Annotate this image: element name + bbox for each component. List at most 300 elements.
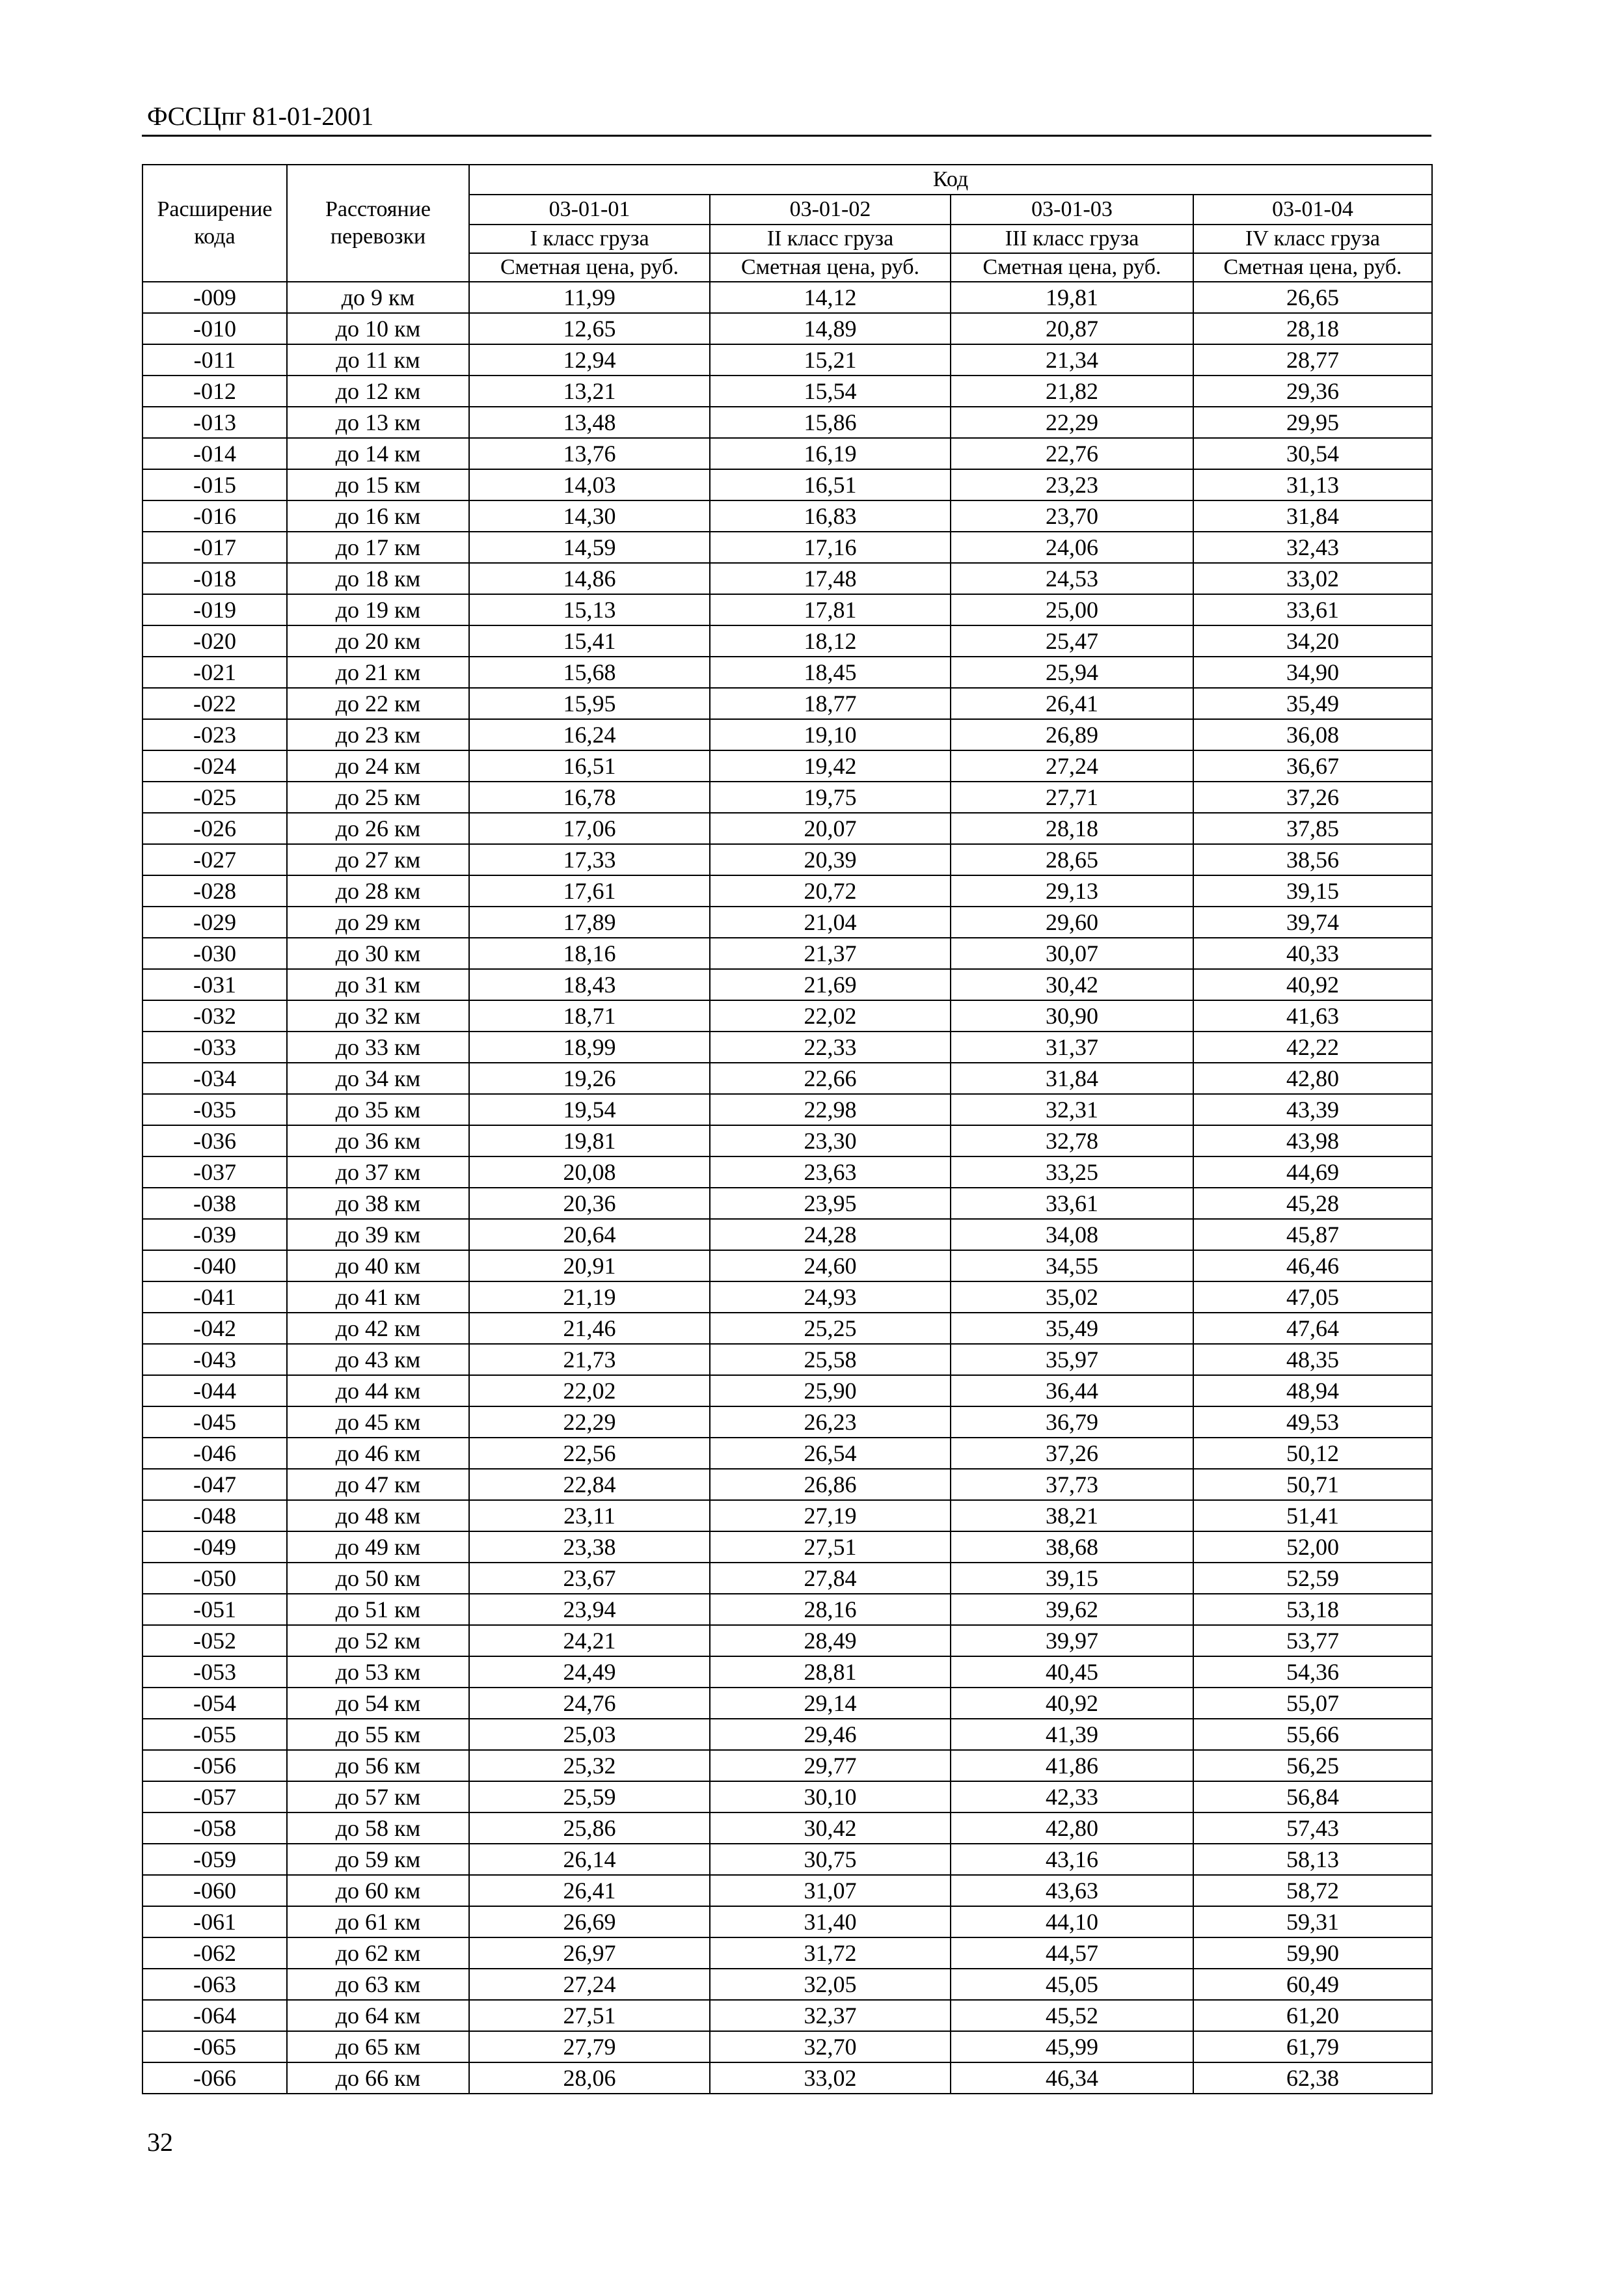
price-cell-class-1: 14,30 (469, 500, 710, 532)
price-cell-class-3: 26,41 (951, 688, 1193, 719)
distance-cell: до 17 км (287, 532, 469, 563)
price-cell-class-2: 23,95 (710, 1188, 951, 1219)
price-cell-class-2: 30,10 (710, 1781, 951, 1812)
price-cell-class-3: 30,07 (951, 938, 1193, 969)
price-cell-class-3: 40,45 (951, 1656, 1193, 1688)
price-cell-class-4: 51,41 (1193, 1500, 1432, 1531)
price-cell-class-1: 23,11 (469, 1500, 710, 1531)
header-class-1: I класс груза (469, 225, 710, 253)
distance-cell: до 26 км (287, 813, 469, 844)
price-cell-class-1: 13,76 (469, 438, 710, 469)
price-cell-class-3: 43,63 (951, 1875, 1193, 1906)
price-cell-class-1: 22,29 (469, 1406, 710, 1438)
table-row (142, 907, 1432, 938)
table-row (142, 1531, 1432, 1563)
table-row (142, 1125, 1432, 1156)
price-cell-class-4: 52,59 (1193, 1563, 1432, 1594)
price-cell-class-4: 44,69 (1193, 1156, 1432, 1188)
header-price-3: Сметная цена, руб. (951, 253, 1193, 282)
extension-cell: -066 (142, 2062, 287, 2094)
extension-cell: -016 (142, 500, 287, 532)
table-row (142, 282, 1432, 313)
price-cell-class-2: 27,84 (710, 1563, 951, 1594)
price-cell-class-4: 30,54 (1193, 438, 1432, 469)
distance-cell: до 12 км (287, 376, 469, 407)
price-cell-class-2: 18,45 (710, 657, 951, 688)
price-cell-class-1: 11,99 (469, 282, 710, 313)
price-cell-class-4: 61,20 (1193, 2000, 1432, 2031)
price-cell-class-2: 25,90 (710, 1375, 951, 1406)
distance-cell: до 52 км (287, 1625, 469, 1656)
distance-cell: до 18 км (287, 563, 469, 594)
extension-cell: -047 (142, 1469, 287, 1500)
price-cell-class-1: 17,61 (469, 875, 710, 907)
price-cell-class-2: 32,05 (710, 1969, 951, 2000)
header-code: Код (469, 165, 1432, 195)
table-row (142, 1469, 1432, 1500)
price-cell-class-3: 41,86 (951, 1750, 1193, 1781)
price-cell-class-1: 12,65 (469, 313, 710, 344)
price-cell-class-3: 39,15 (951, 1563, 1193, 1594)
price-cell-class-4: 43,98 (1193, 1125, 1432, 1156)
price-cell-class-1: 27,79 (469, 2031, 710, 2062)
table-row (142, 1906, 1432, 1937)
extension-cell: -046 (142, 1438, 287, 1469)
price-cell-class-1: 24,76 (469, 1688, 710, 1719)
table-row (142, 719, 1432, 750)
header-code-4: 03-01-04 (1193, 195, 1432, 225)
rate-table (142, 164, 1433, 2094)
price-cell-class-4: 59,90 (1193, 1937, 1432, 1969)
price-cell-class-1: 17,33 (469, 844, 710, 875)
price-cell-class-1: 26,41 (469, 1875, 710, 1906)
price-cell-class-1: 22,02 (469, 1375, 710, 1406)
extension-cell: -026 (142, 813, 287, 844)
extension-cell: -025 (142, 782, 287, 813)
price-cell-class-2: 25,58 (710, 1344, 951, 1375)
price-cell-class-4: 53,18 (1193, 1594, 1432, 1625)
price-cell-class-3: 30,42 (951, 969, 1193, 1000)
price-cell-class-3: 28,65 (951, 844, 1193, 875)
extension-cell: -061 (142, 1906, 287, 1937)
price-cell-class-2: 18,77 (710, 688, 951, 719)
table-row (142, 594, 1432, 625)
price-cell-class-4: 58,72 (1193, 1875, 1432, 1906)
distance-cell: до 53 км (287, 1656, 469, 1688)
price-cell-class-2: 30,42 (710, 1812, 951, 1844)
table-row (142, 1969, 1432, 2000)
table-body (142, 282, 1432, 2094)
distance-cell: до 41 км (287, 1281, 469, 1313)
price-cell-class-2: 22,98 (710, 1094, 951, 1125)
table-row (142, 1156, 1432, 1188)
price-cell-class-4: 41,63 (1193, 1000, 1432, 1032)
document-title: ФССЦпг 81-01-2001 (147, 102, 374, 131)
price-cell-class-4: 57,43 (1193, 1812, 1432, 1844)
price-cell-class-4: 55,07 (1193, 1688, 1432, 1719)
price-cell-class-1: 13,21 (469, 376, 710, 407)
price-cell-class-1: 24,21 (469, 1625, 710, 1656)
header-extension: Расширение кода (142, 165, 287, 282)
price-cell-class-4: 55,66 (1193, 1719, 1432, 1750)
price-cell-class-2: 26,23 (710, 1406, 951, 1438)
table-row (142, 1719, 1432, 1750)
price-cell-class-3: 24,06 (951, 532, 1193, 563)
price-cell-class-3: 43,16 (951, 1844, 1193, 1875)
price-cell-class-3: 23,23 (951, 469, 1193, 500)
extension-cell: -052 (142, 1625, 287, 1656)
price-cell-class-4: 42,22 (1193, 1032, 1432, 1063)
distance-cell: до 65 км (287, 2031, 469, 2062)
price-cell-class-3: 39,62 (951, 1594, 1193, 1625)
price-cell-class-4: 28,18 (1193, 313, 1432, 344)
distance-cell: до 13 км (287, 407, 469, 438)
distance-cell: до 51 км (287, 1594, 469, 1625)
price-cell-class-2: 24,93 (710, 1281, 951, 1313)
extension-cell: -049 (142, 1531, 287, 1563)
price-cell-class-4: 36,67 (1193, 750, 1432, 782)
price-cell-class-1: 16,51 (469, 750, 710, 782)
price-cell-class-2: 21,69 (710, 969, 951, 1000)
price-cell-class-4: 42,80 (1193, 1063, 1432, 1094)
price-cell-class-2: 22,66 (710, 1063, 951, 1094)
extension-cell: -011 (142, 344, 287, 376)
price-cell-class-2: 28,16 (710, 1594, 951, 1625)
distance-cell: до 31 км (287, 969, 469, 1000)
distance-cell: до 45 км (287, 1406, 469, 1438)
price-cell-class-3: 25,00 (951, 594, 1193, 625)
table-row (142, 1000, 1432, 1032)
extension-cell: -020 (142, 625, 287, 657)
price-cell-class-2: 20,39 (710, 844, 951, 875)
extension-cell: -033 (142, 1032, 287, 1063)
price-cell-class-3: 28,18 (951, 813, 1193, 844)
extension-cell: -037 (142, 1156, 287, 1188)
price-cell-class-2: 15,54 (710, 376, 951, 407)
table-row (142, 782, 1432, 813)
price-cell-class-1: 25,03 (469, 1719, 710, 1750)
table-row (142, 2000, 1432, 2031)
distance-cell: до 39 км (287, 1219, 469, 1250)
price-cell-class-2: 32,70 (710, 2031, 951, 2062)
price-cell-class-2: 20,72 (710, 875, 951, 907)
distance-cell: до 47 км (287, 1469, 469, 1500)
price-cell-class-3: 35,97 (951, 1344, 1193, 1375)
price-cell-class-1: 21,19 (469, 1281, 710, 1313)
table-header (142, 165, 1432, 282)
price-cell-class-2: 15,21 (710, 344, 951, 376)
extension-cell: -050 (142, 1563, 287, 1594)
distance-cell: до 54 км (287, 1688, 469, 1719)
price-cell-class-4: 47,05 (1193, 1281, 1432, 1313)
price-cell-class-1: 18,43 (469, 969, 710, 1000)
extension-cell: -058 (142, 1812, 287, 1844)
distance-cell: до 64 км (287, 2000, 469, 2031)
price-cell-class-3: 36,79 (951, 1406, 1193, 1438)
price-cell-class-3: 35,49 (951, 1313, 1193, 1344)
header-class-4: IV класс груза (1193, 225, 1432, 253)
extension-cell: -063 (142, 1969, 287, 2000)
extension-cell: -023 (142, 719, 287, 750)
distance-cell: до 35 км (287, 1094, 469, 1125)
price-cell-class-3: 36,44 (951, 1375, 1193, 1406)
price-cell-class-3: 37,73 (951, 1469, 1193, 1500)
price-cell-class-2: 14,12 (710, 282, 951, 313)
table-row (142, 688, 1432, 719)
price-cell-class-3: 30,90 (951, 1000, 1193, 1032)
price-cell-class-2: 16,51 (710, 469, 951, 500)
price-cell-class-3: 33,61 (951, 1188, 1193, 1219)
extension-cell: -022 (142, 688, 287, 719)
header-price-4: Сметная цена, руб. (1193, 253, 1432, 282)
price-cell-class-4: 38,56 (1193, 844, 1432, 875)
price-cell-class-3: 25,47 (951, 625, 1193, 657)
price-cell-class-4: 49,53 (1193, 1406, 1432, 1438)
price-cell-class-1: 18,71 (469, 1000, 710, 1032)
table-row (142, 1937, 1432, 1969)
distance-cell: до 46 км (287, 1438, 469, 1469)
price-cell-class-3: 25,94 (951, 657, 1193, 688)
extension-cell: -014 (142, 438, 287, 469)
price-cell-class-4: 29,36 (1193, 376, 1432, 407)
price-cell-class-3: 42,80 (951, 1812, 1193, 1844)
price-cell-class-3: 37,26 (951, 1438, 1193, 1469)
extension-cell: -055 (142, 1719, 287, 1750)
table-row (142, 1094, 1432, 1125)
table-row (142, 1625, 1432, 1656)
price-cell-class-2: 33,02 (710, 2062, 951, 2094)
header-class-2: II класс груза (710, 225, 951, 253)
extension-cell: -062 (142, 1937, 287, 1969)
distance-cell: до 61 км (287, 1906, 469, 1937)
price-cell-class-1: 14,86 (469, 563, 710, 594)
header-code-3: 03-01-03 (951, 195, 1193, 225)
price-cell-class-2: 15,86 (710, 407, 951, 438)
price-cell-class-1: 22,56 (469, 1438, 710, 1469)
price-cell-class-2: 16,19 (710, 438, 951, 469)
price-cell-class-1: 16,78 (469, 782, 710, 813)
price-cell-class-3: 33,25 (951, 1156, 1193, 1188)
price-cell-class-2: 24,60 (710, 1250, 951, 1281)
table-row (142, 1563, 1432, 1594)
table-row (142, 750, 1432, 782)
price-cell-class-2: 19,10 (710, 719, 951, 750)
price-cell-class-1: 21,46 (469, 1313, 710, 1344)
price-cell-class-1: 17,89 (469, 907, 710, 938)
table-row (142, 1844, 1432, 1875)
header-rule (142, 135, 1431, 137)
extension-cell: -059 (142, 1844, 287, 1875)
table-row (142, 532, 1432, 563)
price-cell-class-2: 31,07 (710, 1875, 951, 1906)
price-cell-class-1: 13,48 (469, 407, 710, 438)
extension-cell: -017 (142, 532, 287, 563)
extension-cell: -064 (142, 2000, 287, 2031)
extension-cell: -048 (142, 1500, 287, 1531)
price-cell-class-1: 25,32 (469, 1750, 710, 1781)
extension-cell: -015 (142, 469, 287, 500)
price-cell-class-1: 18,99 (469, 1032, 710, 1063)
price-cell-class-3: 39,97 (951, 1625, 1193, 1656)
price-cell-class-4: 48,35 (1193, 1344, 1432, 1375)
price-cell-class-3: 22,29 (951, 407, 1193, 438)
price-cell-class-3: 21,34 (951, 344, 1193, 376)
header-price-1: Сметная цена, руб. (469, 253, 710, 282)
price-cell-class-1: 17,06 (469, 813, 710, 844)
extension-cell: -051 (142, 1594, 287, 1625)
price-cell-class-4: 32,43 (1193, 532, 1432, 563)
price-cell-class-2: 23,30 (710, 1125, 951, 1156)
price-cell-class-4: 47,64 (1193, 1313, 1432, 1344)
extension-cell: -021 (142, 657, 287, 688)
price-cell-class-4: 36,08 (1193, 719, 1432, 750)
extension-cell: -031 (142, 969, 287, 1000)
distance-cell: до 40 км (287, 1250, 469, 1281)
table-row (142, 1032, 1432, 1063)
extension-cell: -029 (142, 907, 287, 938)
distance-cell: до 49 км (287, 1531, 469, 1563)
price-cell-class-2: 27,19 (710, 1500, 951, 1531)
price-cell-class-4: 54,36 (1193, 1656, 1432, 1688)
extension-cell: -040 (142, 1250, 287, 1281)
extension-cell: -060 (142, 1875, 287, 1906)
table-row (142, 1313, 1432, 1344)
price-cell-class-1: 20,08 (469, 1156, 710, 1188)
table-row (142, 1250, 1432, 1281)
distance-cell: до 14 км (287, 438, 469, 469)
extension-cell: -036 (142, 1125, 287, 1156)
price-cell-class-4: 60,49 (1193, 1969, 1432, 2000)
extension-cell: -065 (142, 2031, 287, 2062)
price-cell-class-4: 35,49 (1193, 688, 1432, 719)
price-cell-class-4: 37,26 (1193, 782, 1432, 813)
extension-cell: -019 (142, 594, 287, 625)
price-cell-class-3: 32,78 (951, 1125, 1193, 1156)
extension-cell: -012 (142, 376, 287, 407)
extension-cell: -013 (142, 407, 287, 438)
price-cell-class-4: 56,25 (1193, 1750, 1432, 1781)
price-cell-class-1: 15,13 (469, 594, 710, 625)
price-cell-class-2: 19,42 (710, 750, 951, 782)
table-row (142, 1188, 1432, 1219)
price-cell-class-4: 34,20 (1193, 625, 1432, 657)
price-cell-class-2: 19,75 (710, 782, 951, 813)
price-cell-class-2: 31,72 (710, 1937, 951, 1969)
distance-cell: до 15 км (287, 469, 469, 500)
price-cell-class-1: 19,81 (469, 1125, 710, 1156)
price-cell-class-1: 26,97 (469, 1937, 710, 1969)
price-cell-class-4: 31,13 (1193, 469, 1432, 500)
price-cell-class-1: 19,26 (469, 1063, 710, 1094)
price-cell-class-2: 32,37 (710, 2000, 951, 2031)
table-row (142, 625, 1432, 657)
price-cell-class-3: 34,08 (951, 1219, 1193, 1250)
distance-cell: до 33 км (287, 1032, 469, 1063)
price-cell-class-3: 31,84 (951, 1063, 1193, 1094)
price-cell-class-3: 44,57 (951, 1937, 1193, 1969)
table-row (142, 1438, 1432, 1469)
distance-cell: до 44 км (287, 1375, 469, 1406)
extension-cell: -039 (142, 1219, 287, 1250)
distance-cell: до 48 км (287, 1500, 469, 1531)
distance-cell: до 28 км (287, 875, 469, 907)
extension-cell: -030 (142, 938, 287, 969)
table-row (142, 500, 1432, 532)
price-cell-class-1: 23,38 (469, 1531, 710, 1563)
price-cell-class-3: 23,70 (951, 500, 1193, 532)
price-cell-class-2: 29,46 (710, 1719, 951, 1750)
price-cell-class-4: 52,00 (1193, 1531, 1432, 1563)
extension-cell: -024 (142, 750, 287, 782)
price-cell-class-3: 32,31 (951, 1094, 1193, 1125)
price-cell-class-1: 20,91 (469, 1250, 710, 1281)
price-cell-class-3: 35,02 (951, 1281, 1193, 1313)
price-cell-class-4: 46,46 (1193, 1250, 1432, 1281)
distance-cell: до 25 км (287, 782, 469, 813)
table-row (142, 1406, 1432, 1438)
price-cell-class-2: 21,37 (710, 938, 951, 969)
price-cell-class-2: 18,12 (710, 625, 951, 657)
price-cell-class-1: 14,03 (469, 469, 710, 500)
price-cell-class-4: 28,77 (1193, 344, 1432, 376)
distance-cell: до 9 км (287, 282, 469, 313)
price-cell-class-2: 16,83 (710, 500, 951, 532)
price-cell-class-3: 38,68 (951, 1531, 1193, 1563)
price-cell-class-3: 46,34 (951, 2062, 1193, 2094)
price-cell-class-1: 24,49 (469, 1656, 710, 1688)
price-cell-class-4: 39,74 (1193, 907, 1432, 938)
table-row (142, 1219, 1432, 1250)
price-cell-class-1: 23,94 (469, 1594, 710, 1625)
price-cell-class-3: 24,53 (951, 563, 1193, 594)
price-cell-class-2: 17,16 (710, 532, 951, 563)
table-row (142, 407, 1432, 438)
price-cell-class-4: 45,28 (1193, 1188, 1432, 1219)
price-cell-class-4: 29,95 (1193, 407, 1432, 438)
price-cell-class-4: 31,84 (1193, 500, 1432, 532)
price-cell-class-3: 29,13 (951, 875, 1193, 907)
distance-cell: до 30 км (287, 938, 469, 969)
table-row (142, 1656, 1432, 1688)
price-cell-class-2: 23,63 (710, 1156, 951, 1188)
distance-cell: до 22 км (287, 688, 469, 719)
header-distance: Расстояние перевозки (287, 165, 469, 282)
table-row (142, 813, 1432, 844)
distance-cell: до 19 км (287, 594, 469, 625)
price-cell-class-1: 25,59 (469, 1781, 710, 1812)
header-code-2: 03-01-02 (710, 195, 951, 225)
extension-cell: -034 (142, 1063, 287, 1094)
price-cell-class-3: 45,52 (951, 2000, 1193, 2031)
price-cell-class-4: 33,02 (1193, 563, 1432, 594)
table-row (142, 2062, 1432, 2094)
price-cell-class-4: 34,90 (1193, 657, 1432, 688)
distance-cell: до 21 км (287, 657, 469, 688)
price-cell-class-4: 56,84 (1193, 1781, 1432, 1812)
price-cell-class-1: 14,59 (469, 532, 710, 563)
extension-cell: -043 (142, 1344, 287, 1375)
price-cell-class-2: 20,07 (710, 813, 951, 844)
extension-cell: -057 (142, 1781, 287, 1812)
price-cell-class-1: 26,14 (469, 1844, 710, 1875)
extension-cell: -044 (142, 1375, 287, 1406)
distance-cell: до 10 км (287, 313, 469, 344)
price-cell-class-1: 26,69 (469, 1906, 710, 1937)
table-row (142, 1375, 1432, 1406)
price-cell-class-2: 17,48 (710, 563, 951, 594)
table-row (142, 875, 1432, 907)
price-cell-class-2: 31,40 (710, 1906, 951, 1937)
